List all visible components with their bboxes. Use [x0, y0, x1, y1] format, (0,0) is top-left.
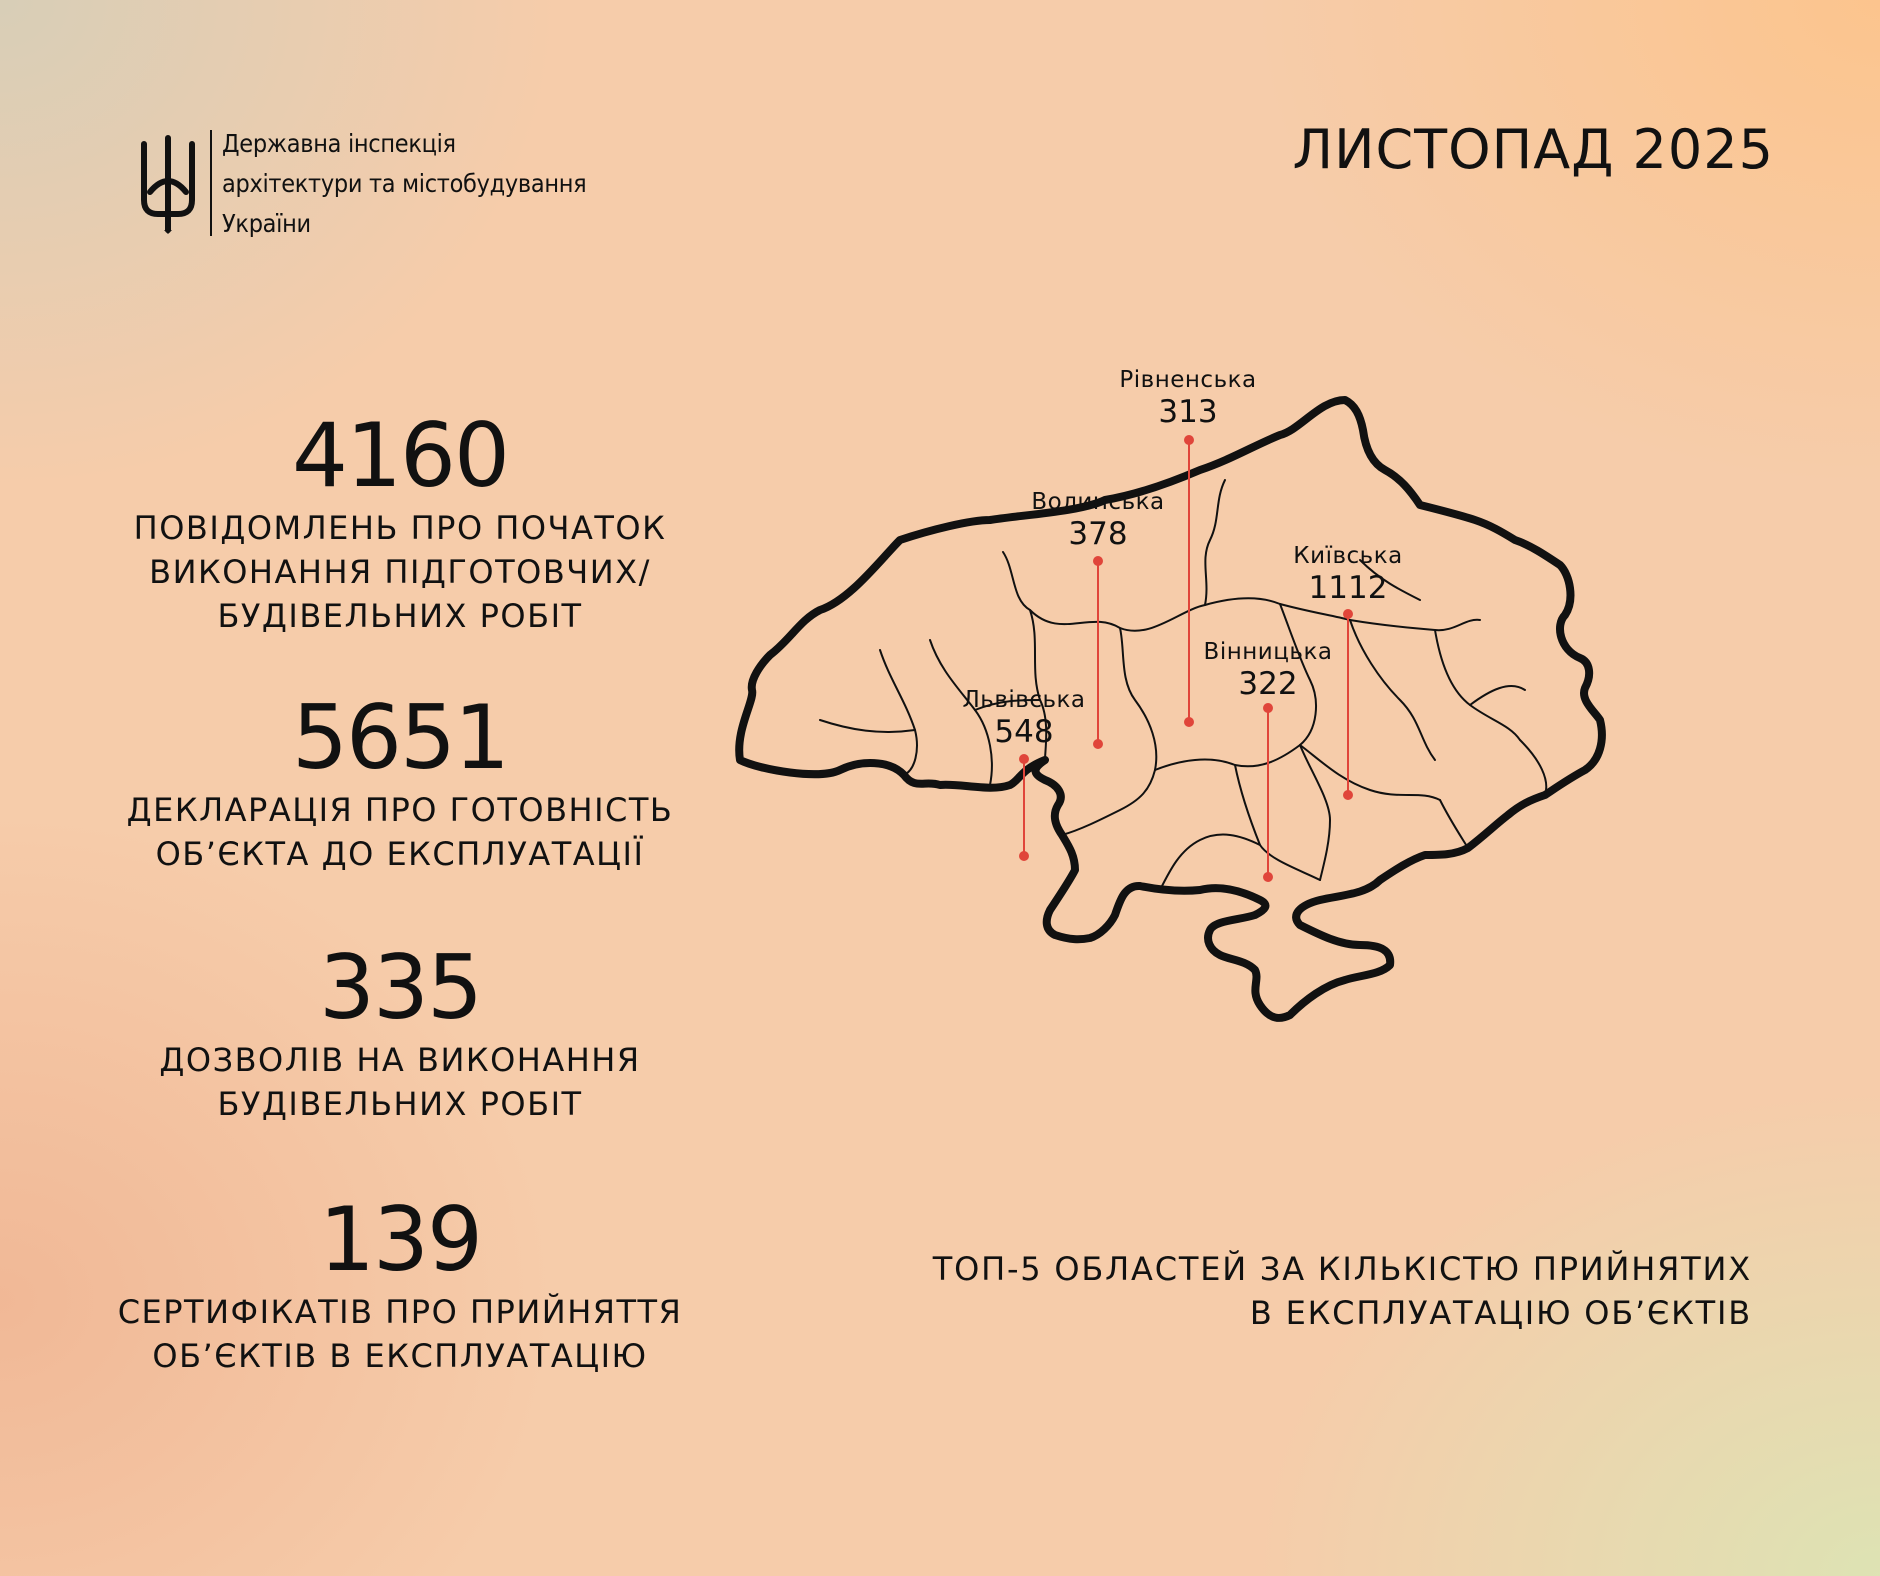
- map-caption-line1: ТОП-5 ОБЛАСТЕЙ ЗА КІЛЬКІСТЮ ПРИЙНЯТИХ: [932, 1250, 1752, 1288]
- stat-value: 4160: [292, 404, 508, 507]
- stat-desc-line: ВИКОНАННЯ ПІДГОТОВЧИХ/: [149, 553, 651, 591]
- region-name: Львівська: [962, 687, 1086, 713]
- stat-desc-line: ДЕКЛАРАЦІЯ ПРО ГОТОВНІСТЬ: [126, 791, 674, 829]
- stat-desc-line: ПОВІДОМЛЕНЬ ПРО ПОЧАТОК: [133, 509, 667, 547]
- org-name-line2: архітектури та містобудування: [222, 169, 587, 198]
- pin-dot-rivne: [1185, 718, 1193, 726]
- period-title: ЛИСТОПАД 2025: [1292, 118, 1774, 181]
- region-value: 322: [1238, 666, 1298, 702]
- region-value: 548: [994, 714, 1054, 750]
- pin-dot-volyn: [1094, 557, 1102, 565]
- org-name-line3: України: [222, 209, 311, 238]
- pin-dot-vinnytsia: [1264, 873, 1272, 881]
- region-name: Рівненська: [1119, 367, 1257, 393]
- stat-desc-line: БУДІВЕЛЬНИХ РОБІТ: [217, 597, 583, 635]
- map-caption: [933, 1247, 1752, 1335]
- stat-desc-line: ОБ’ЄКТА ДО ЕКСПЛУАТАЦІЇ: [155, 835, 645, 873]
- region-name: Волинська: [1031, 489, 1165, 515]
- region-value: 313: [1158, 394, 1218, 430]
- stat-desc-line: БУДІВЕЛЬНИХ РОБІТ: [217, 1085, 583, 1123]
- region-name: Вінницька: [1203, 639, 1333, 665]
- map-caption-line2: В ЕКСПЛУАТАЦІЮ ОБ’ЄКТІВ: [1249, 1294, 1752, 1332]
- pin-dot-kyiv: [1344, 610, 1352, 618]
- pin-dot-volyn: [1094, 740, 1102, 748]
- stat-value: 335: [319, 936, 481, 1039]
- pin-dot-lviv: [1020, 755, 1028, 763]
- pin-dot-vinnytsia: [1264, 704, 1272, 712]
- org-name-line1: Державна інспекція: [222, 129, 456, 158]
- region-value: 1112: [1308, 570, 1388, 606]
- pin-dot-rivne: [1185, 436, 1193, 444]
- pin-dot-kyiv: [1344, 791, 1352, 799]
- region-name: Київська: [1293, 543, 1403, 569]
- stat-desc-line: ОБ’ЄКТІВ В ЕКСПЛУАТАЦІЮ: [152, 1337, 648, 1375]
- region-value: 378: [1068, 516, 1128, 552]
- stat-value: 139: [319, 1188, 481, 1291]
- stat-desc-line: СЕРТИФІКАТІВ ПРО ПРИЙНЯТТЯ: [117, 1293, 683, 1331]
- stat-desc-line: ДОЗВОЛІВ НА ВИКОНАННЯ: [159, 1041, 641, 1079]
- stat-value: 5651: [292, 686, 508, 789]
- pin-dot-lviv: [1020, 852, 1028, 860]
